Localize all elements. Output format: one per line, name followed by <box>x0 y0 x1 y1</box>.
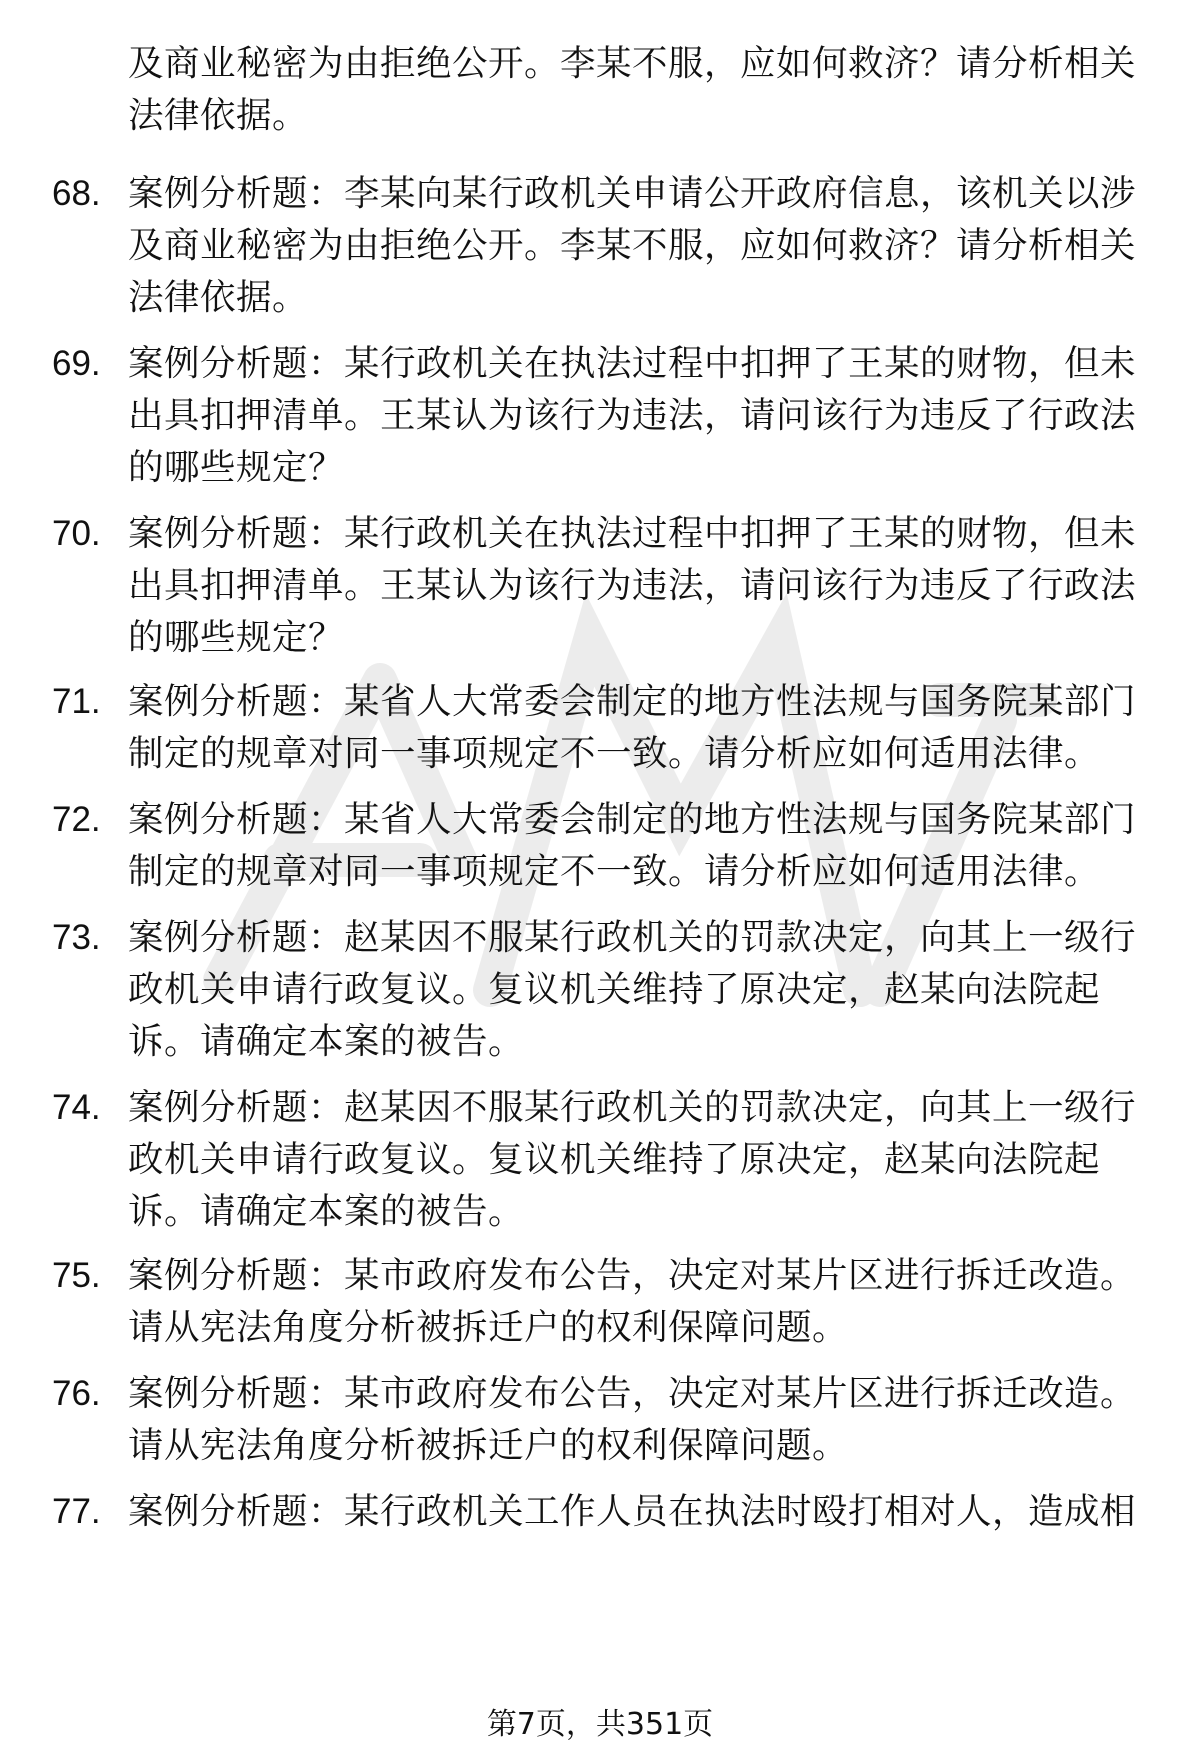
question-number: 73. <box>52 918 101 957</box>
question-number: 68. <box>52 174 101 213</box>
question-number: 74. <box>52 1088 101 1127</box>
question-number: 70. <box>52 514 101 553</box>
question-text: 案例分析题：李某向某行政机关申请公开政府信息，该机关以涉及商业秘密为由拒绝公开。李某不服，应如何救济？请分析相关法律依据。 <box>128 173 1137 318</box>
question-text: 案例分析题：某市政府发布公告，决定对某片区进行拆迁改造。请从宪法角度分析被拆迁户的权利保障问题。 <box>128 1373 1137 1466</box>
question-text: 案例分析题：某省人大常委会制定的地方性法规与国务院某部门制定的规章对同一事项规定不一致。请分析应如何适用法律。 <box>128 681 1137 774</box>
question-number: 69. <box>52 344 101 383</box>
question-number: 72. <box>52 800 101 839</box>
question-number: 71. <box>52 682 101 721</box>
question-text: 案例分析题：赵某因不服某行政机关的罚款决定，向其上一级行政机关申请行政复议。复议机关维持了原决定，赵某向法院起诉。请确定本案的被告。 <box>128 917 1137 1062</box>
question-text: 案例分析题：某省人大常委会制定的地方性法规与国务院某部门制定的规章对同一事项规定不一致。请分析应如何适用法律。 <box>128 799 1137 892</box>
question-text: 及商业秘密为由拒绝公开。李某不服，应如何救济？请分析相关法律依据。 <box>128 43 1137 136</box>
question-number: 76. <box>52 1374 101 1413</box>
question-number: 75. <box>52 1256 101 1295</box>
question-text: 案例分析题：某行政机关在执法过程中扣押了王某的财物，但未出具扣押清单。王某认为该行为违法，请问该行为违反了行政法的哪些规定？ <box>128 513 1137 658</box>
question-text: 案例分析题：赵某因不服某行政机关的罚款决定，向其上一级行政机关申请行政复议。复议机关维持了原决定，赵某向法院起诉。请确定本案的被告。 <box>128 1087 1137 1232</box>
question-text: 案例分析题：某市政府发布公告，决定对某片区进行拆迁改造。请从宪法角度分析被拆迁户的权利保障问题。 <box>128 1255 1137 1348</box>
question-number: 77. <box>52 1492 101 1531</box>
page-footer: 第7页，共351页 <box>486 1707 714 1742</box>
question-text: 案例分析题：某行政机关工作人员在执法时殴打相对人，造成相 <box>128 1491 1137 1532</box>
question-text: 案例分析题：某行政机关在执法过程中扣押了王某的财物，但未出具扣押清单。王某认为该行为违法，请问该行为违反了行政法的哪些规定？ <box>128 343 1137 488</box>
